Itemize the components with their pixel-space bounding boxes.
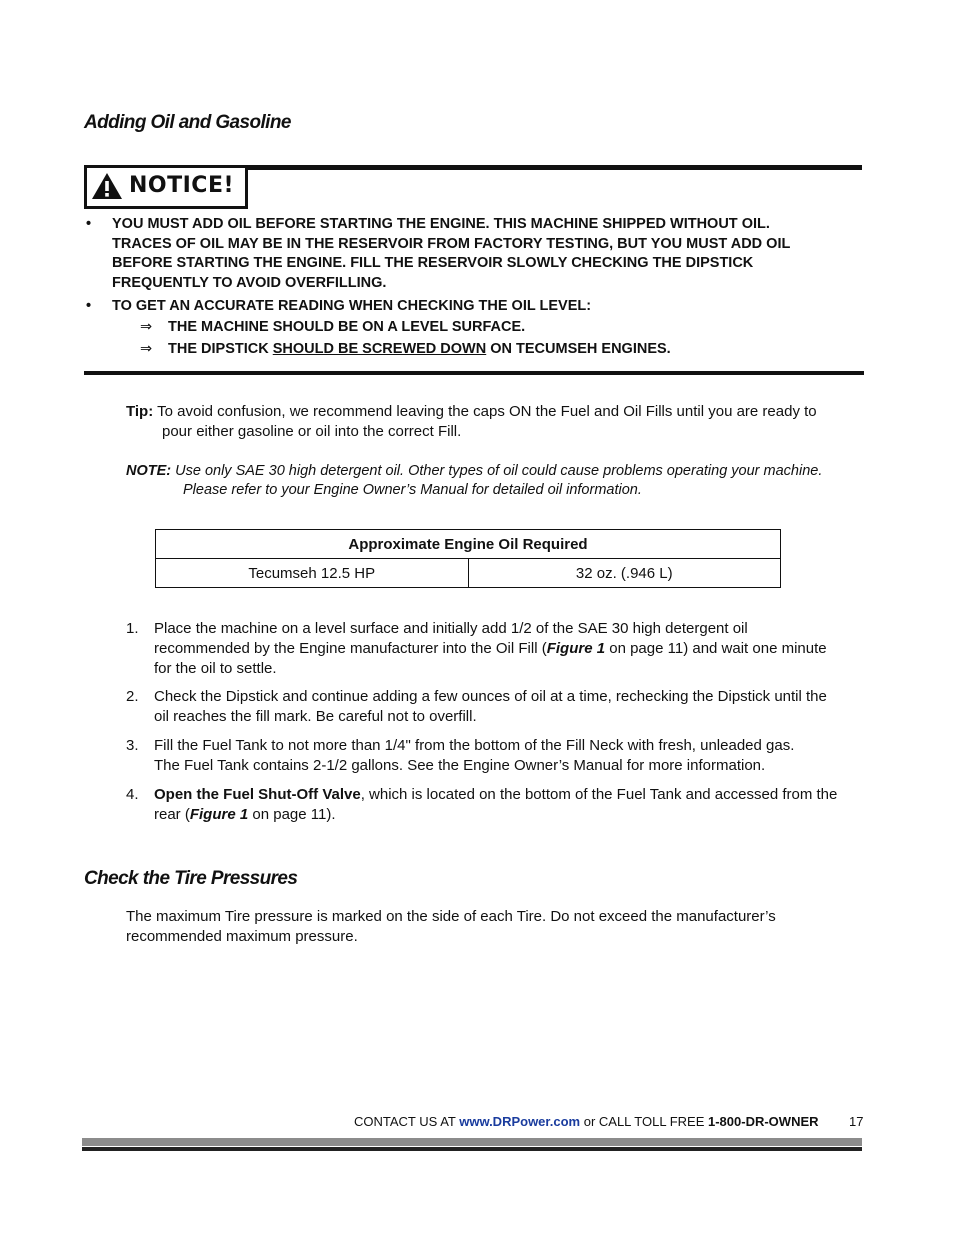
section-title-tire-pressures: Check the Tire Pressures	[84, 868, 298, 889]
list-item-number: 2.	[126, 688, 139, 705]
list-item-line: for the oil to settle.	[154, 660, 277, 677]
table-cell-amount: 32 oz. (.946 L)	[468, 559, 781, 588]
figure-reference: Figure 1	[189, 806, 249, 823]
list-item-number: 3.	[126, 737, 139, 754]
list-item-line: Place the machine on a level surface and initially add 1/2 of the SAE 30 high detergent oil	[154, 620, 748, 637]
list-item-text: recommended by the Engine manufacturer into the Oil Fill (	[154, 640, 547, 657]
notice-sub-item-2-post: ON TECUMSEH ENGINES.	[486, 341, 671, 357]
tip-line-1: To avoid confusion, we recommend leaving the caps ON the Fuel and Oil Fills until you are ready to	[157, 403, 817, 420]
notice-bottom-rule	[84, 371, 864, 375]
list-item-bold-text: Open the Fuel Shut-Off Valve	[154, 786, 361, 803]
notice-badge	[84, 168, 248, 209]
footer-dark-bar	[82, 1147, 862, 1151]
notice-bullet-1-line: BEFORE STARTING THE ENGINE. FILL THE RESERVOIR SLOWLY CHECKING THE DIPSTICK	[112, 255, 754, 271]
notice-sub-item-2	[140, 341, 671, 357]
list-item-text: on page 11).	[248, 806, 336, 823]
list-item-text: rear (	[154, 806, 190, 823]
list-item	[126, 619, 827, 679]
list-item-number: 1.	[126, 620, 139, 637]
note-line-1: Use only SAE 30 high detergent oil. Other types of oil could cause problems operating your machine.	[175, 463, 823, 479]
section-title-adding-oil: Adding Oil and Gasoline	[84, 112, 291, 133]
list-item-line: The Fuel Tank contains 2-1/2 gallons. See the Engine Owner’s Manual for more information.	[154, 757, 766, 774]
phone-number: 1-800-DR-OWNER	[708, 1114, 819, 1129]
list-item	[126, 785, 838, 825]
warning-triangle-icon	[91, 172, 123, 200]
note-line-2: Please refer to your Engine Owner’s Manual for detailed oil information.	[183, 482, 642, 498]
list-item-line	[154, 805, 837, 825]
notice-sub-item-1	[140, 319, 526, 335]
notice-bullet-1-line: TRACES OF OIL MAY BE IN THE RESERVOIR FROM FACTORY TESTING, BUT YOU MUST ADD OIL	[112, 235, 791, 252]
notice-sub-item-2-pre: THE DIPSTICK	[168, 341, 273, 357]
implies-arrow-icon: ⇒	[140, 341, 153, 357]
table-header-cell: Approximate Engine Oil Required	[156, 530, 781, 559]
notice-bullet-2: • TO GET AN ACCURATE READING WHEN CHECKING THE OIL LEVEL:	[112, 297, 591, 317]
list-item-line: oil reaches the fill mark. Be careful not to overfill.	[154, 708, 477, 725]
notice-bullet-1: • YOU MUST ADD OIL BEFORE STARTING THE ENGINE. THIS MACHINE SHIPPED WITHOUT OIL. TRACES OF OIL MAY BE IN THE RESERVOIR FROM FACTORY TESTING, BUT YOU MUST ADD OIL BEFORE STARTING THE ENGINE. FILL THE RESERVOIR SLOWLY CHECKING THE DIPSTICK FREQUENTLY TO AVOID OVERFILLING.	[112, 215, 790, 293]
tire-paragraph	[126, 907, 776, 947]
figure-reference: Figure 1	[546, 640, 606, 657]
footer-call-text: or CALL TOLL FREE	[580, 1114, 708, 1129]
tire-line-2: recommended maximum pressure.	[126, 928, 358, 945]
table-row	[156, 530, 781, 559]
notice-bullet-1-line: FREQUENTLY TO AVOID OVERFILLING.	[112, 274, 387, 291]
oil-required-table	[155, 529, 781, 588]
notice-bullet-2-text: TO GET AN ACCURATE READING WHEN CHECKING THE OIL LEVEL:	[112, 298, 592, 314]
list-item-line: Check the Dipstick and continue adding a few ounces of oil at a time, rechecking the Dipstick until the	[154, 688, 827, 705]
implies-arrow-icon: ⇒	[140, 319, 153, 335]
list-item	[126, 687, 827, 727]
notice-label: NOTICE!	[129, 173, 235, 198]
list-item-text: on page 11) and wait one minute	[605, 640, 827, 657]
page-number: 17	[849, 1114, 864, 1129]
tip-line-2: pour either gasoline or oil into the correct Fill.	[162, 423, 462, 440]
footer-contact-text: CONTACT US AT	[354, 1114, 460, 1129]
tip-label: Tip:	[126, 403, 154, 420]
table-cell-engine: Tecumseh 12.5 HP	[156, 559, 469, 588]
list-item-number: 4.	[126, 786, 139, 803]
tire-line-1: The maximum Tire pressure is marked on the side of each Tire. Do not exceed the manufacturer’s	[126, 908, 776, 925]
notice-sub-item-1-text: THE MACHINE SHOULD BE ON A LEVEL SURFACE.	[168, 319, 526, 335]
list-item-text: , which is located on the bottom of the Fuel Tank and accessed from the	[360, 786, 838, 803]
tip-paragraph	[126, 402, 817, 422]
list-item-line: Fill the Fuel Tank to not more than 1/4" from the bottom of the Fill Neck with fresh, unleaded gas.	[154, 737, 795, 754]
website-link[interactable]: www.DRPower.com	[459, 1114, 581, 1129]
note-label: NOTE:	[126, 463, 172, 479]
list-item-line	[154, 639, 827, 659]
footer-gray-bar	[82, 1138, 862, 1146]
footer-contact	[354, 1114, 819, 1129]
list-item	[126, 736, 795, 776]
list-item-line	[154, 785, 837, 805]
notice-sub-item-2-underlined: SHOULD BE SCREWED DOWN	[272, 341, 487, 357]
table-row	[156, 559, 781, 588]
notice-bullet-1-line: YOU MUST ADD OIL BEFORE STARTING THE ENGINE. THIS MACHINE SHIPPED WITHOUT OIL.	[112, 216, 770, 232]
note-paragraph	[126, 461, 822, 481]
